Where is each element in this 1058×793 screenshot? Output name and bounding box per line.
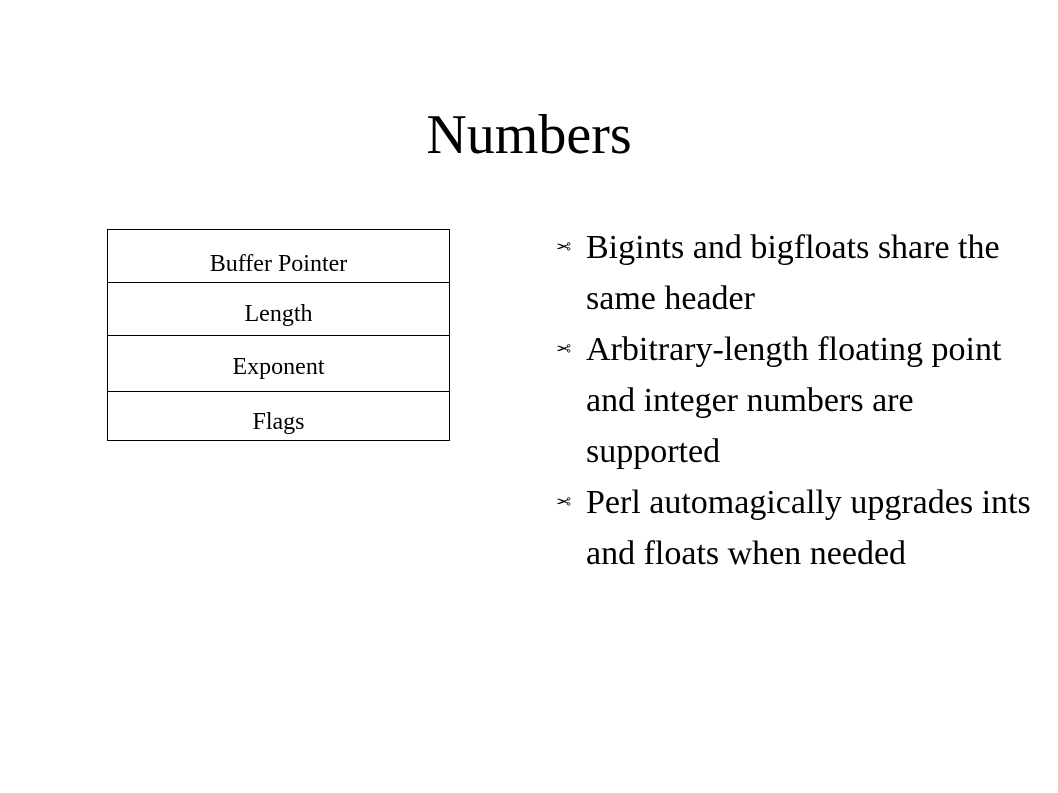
field-exponent: Exponent — [108, 336, 449, 392]
slide-title: Numbers — [426, 104, 632, 166]
bullet-item — [556, 477, 1036, 579]
field-flags: Flags — [252, 409, 305, 435]
bullet-text: Perl automagically upgrades ints and floats when needed — [586, 484, 1031, 572]
scissors-icon: ✂ — [556, 237, 572, 258]
field-buffer-pointer: Buffer Pointer — [108, 230, 449, 283]
header-structure-diagram — [107, 229, 450, 441]
scissors-icon: ✂ — [556, 339, 572, 360]
scissors-icon: ✂ — [556, 492, 572, 513]
bullet-item — [556, 222, 1036, 324]
field-length: Length — [108, 283, 449, 336]
bullet-text: Arbitrary-length floating point and integer numbers are supported — [586, 331, 1002, 470]
bullet-item — [556, 324, 1036, 477]
bullet-text: Bigints and bigfloats share the same header — [586, 229, 1000, 317]
bullet-list — [556, 222, 1036, 579]
